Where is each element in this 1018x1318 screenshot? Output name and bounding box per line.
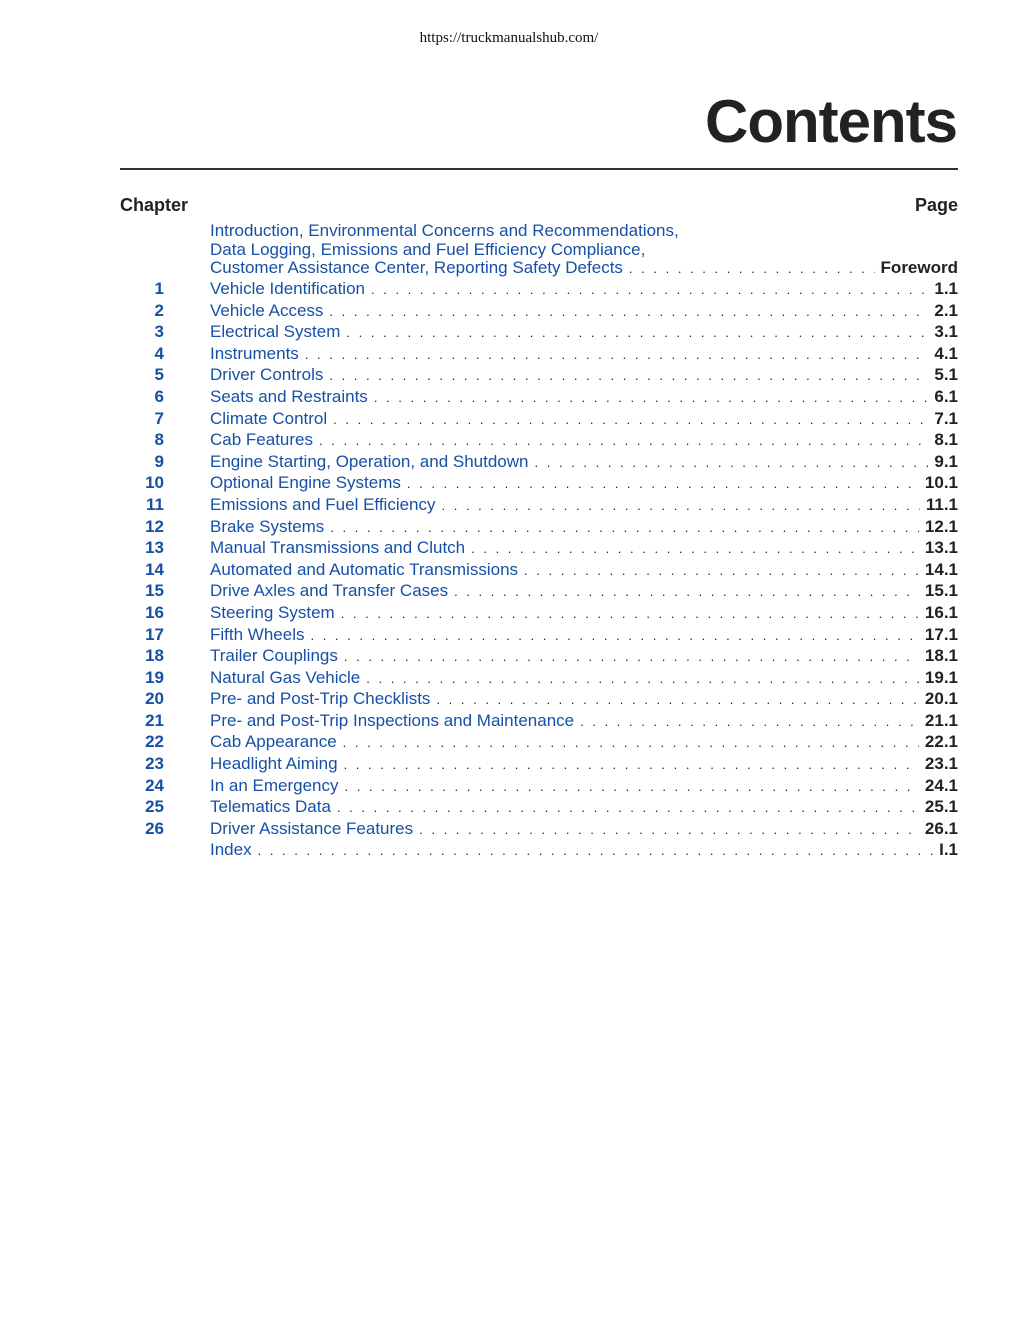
chapter-column-header: Chapter [120,195,189,215]
chapter-number[interactable]: 26 [145,818,164,838]
toc-entry[interactable] [120,603,958,625]
chapter-title-link[interactable]: Cab Features [210,430,313,450]
toc-entry[interactable] [120,560,958,582]
chapter-title-link[interactable]: Seats and Restraints [210,386,368,406]
toc-entry[interactable] [120,797,958,819]
chapter-title-link[interactable]: Cab Appearance [210,732,337,752]
chapter-number[interactable]: 6 [154,386,164,406]
page-reference: 12.1 [924,516,958,536]
toc-entry[interactable] [120,322,958,344]
page-reference: 4.1 [934,343,958,363]
title-divider [120,168,958,170]
chapter-title-link[interactable]: In an Emergency [210,775,339,795]
chapter-number[interactable]: 21 [145,710,164,730]
page-reference: 24.1 [924,775,958,795]
dot-leader [343,735,919,750]
chapter-title-link[interactable]: Drive Axles and Transfer Cases [210,581,449,601]
dot-leader [535,455,929,470]
chapter-title-link[interactable]: Emissions and Fuel Efficiency [210,494,436,514]
page-reference: 16.1 [924,602,958,622]
page-reference: 19.1 [924,667,958,687]
page-reference: 21.1 [924,710,958,730]
toc-entry[interactable] [120,409,958,431]
toc-entry[interactable] [120,495,958,517]
chapter-title-link[interactable]: Index [210,840,252,860]
table-of-contents [120,222,958,862]
chapter-number[interactable]: 14 [145,559,164,579]
page-reference: 14.1 [924,559,958,579]
dot-leader [333,412,928,427]
chapter-number[interactable]: 7 [154,408,164,428]
dot-leader [344,757,919,772]
page-reference: 17.1 [924,624,958,644]
toc-intro-entry[interactable] [120,222,958,279]
chapter-title-link[interactable]: Driver Assistance Features [210,818,414,838]
chapter-number[interactable]: 11 [146,494,164,514]
chapter-title-link[interactable]: Pre- and Post-Trip Checklists [210,689,431,709]
page-reference: 6.1 [934,386,958,406]
dot-leader [305,347,929,362]
toc-entry[interactable] [120,344,958,366]
toc-entry[interactable] [120,279,958,301]
chapter-number[interactable]: 22 [145,732,164,752]
chapter-title-link[interactable]: Instruments [210,343,299,363]
chapter-number[interactable]: 24 [145,775,164,795]
page-reference: 23.1 [924,754,958,774]
page-reference: 5.1 [934,365,958,385]
toc-entry[interactable] [120,473,958,495]
dot-leader [341,606,919,621]
chapter-title-link[interactable]: Manual Transmissions and Clutch [210,538,466,558]
page-reference: 1.1 [934,279,958,298]
chapter-number[interactable]: 8 [154,430,164,450]
dot-leader [258,843,934,858]
chapter-title-link[interactable]: Engine Starting, Operation, and Shutdown [210,451,529,471]
page-reference: 2.1 [934,300,958,320]
toc-entry[interactable] [120,517,958,539]
toc-entry[interactable] [120,754,958,776]
toc-entry[interactable] [120,819,958,841]
dot-leader [329,368,928,383]
chapter-title-link[interactable]: Brake Systems [210,516,325,536]
chapter-title-link[interactable]: Vehicle Identification [210,279,365,298]
chapter-title-link[interactable]: Electrical System [210,322,341,342]
intro-page-ref: Foreword [880,258,958,277]
chapter-title-link[interactable]: Natural Gas Vehicle [210,667,361,687]
dot-leader [419,822,919,837]
page-reference: 20.1 [924,689,958,709]
dot-leader [454,584,919,599]
dot-leader [371,282,928,297]
toc-entry[interactable] [120,776,958,798]
dot-leader [337,800,919,815]
intro-line-2[interactable]: Data Logging, Emissions and Fuel Efficiency Compliance, [210,240,646,259]
dot-leader [407,476,919,491]
page-reference: 13.1 [924,538,958,558]
page-reference: 22.1 [924,732,958,752]
chapter-number[interactable]: 25 [145,797,164,817]
chapter-number[interactable]: 18 [145,646,164,666]
toc-entry[interactable] [120,689,958,711]
intro-line-3[interactable]: Customer Assistance Center, Reporting Safety Defects [210,258,623,277]
chapter-number[interactable]: 19 [145,667,164,687]
toc-entry[interactable] [120,581,958,603]
dot-leader [319,433,928,448]
dot-leader [366,671,919,686]
chapter-number[interactable]: 10 [145,473,164,493]
dot-leader [436,692,918,707]
toc-entry[interactable] [120,732,958,754]
chapter-number[interactable]: 4 [154,343,164,363]
page-title: Contents [705,88,957,155]
chapter-number[interactable]: 20 [145,689,164,709]
toc-entry[interactable] [120,430,958,452]
page-reference: 3.1 [934,322,958,342]
dot-leader [329,304,928,319]
chapter-title-link[interactable]: Automated and Automatic Transmissions [210,559,519,579]
page-reference: 8.1 [934,430,958,450]
toc-entry[interactable] [120,625,958,647]
intro-line-3-row[interactable] [120,258,958,280]
chapter-title-link[interactable]: Fifth Wheels [210,624,305,644]
chapter-title-link[interactable]: Trailer Couplings [210,646,338,666]
chapter-title-link[interactable]: Vehicle Access [210,300,324,320]
chapter-number[interactable]: 23 [145,754,164,774]
chapter-number[interactable]: 12 [145,516,164,536]
toc-entry[interactable] [120,711,958,733]
page-reference: 11.1 [925,494,958,514]
dot-leader [330,520,919,535]
chapter-title-link[interactable]: Pre- and Post-Trip Inspections and Maintenance [210,710,575,730]
intro-line-1[interactable]: Introduction, Environmental Concerns and Recommendations, [210,221,679,240]
toc-entry[interactable] [120,840,958,862]
toc-entry[interactable] [120,365,958,387]
dot-leader [442,498,920,513]
chapter-number[interactable]: 17 [145,624,164,644]
dot-leader [310,628,918,643]
page-reference: 9.1 [934,451,958,471]
chapter-title-link[interactable]: Climate Control [210,408,328,428]
toc-entry[interactable] [120,538,958,560]
toc-entry[interactable] [120,452,958,474]
toc-entry[interactable] [120,301,958,323]
toc-entry[interactable] [120,387,958,409]
dot-leader [374,390,929,405]
dot-leader [524,563,919,578]
dot-leader [345,779,919,794]
chapter-number[interactable]: 1 [154,279,164,298]
page-reference: I.1 [939,840,958,860]
chapter-title-link[interactable]: Steering System [210,602,335,622]
chapter-title-link[interactable]: Telematics Data [210,797,331,817]
chapter-number[interactable]: 13 [145,538,164,558]
page-reference: 26.1 [924,818,958,838]
dot-leader [346,325,928,340]
chapter-title-link[interactable]: Optional Engine Systems [210,473,401,493]
chapter-number[interactable]: 15 [145,581,164,601]
chapter-title-link[interactable]: Driver Controls [210,365,324,385]
toc-entry[interactable] [120,646,958,668]
toc-entries [120,279,958,862]
chapter-title-link[interactable]: Headlight Aiming [210,754,338,774]
dot-leader [580,714,919,729]
chapter-number[interactable]: 16 [145,602,164,622]
chapter-number[interactable]: 3 [154,322,164,342]
source-url[interactable]: https://truckmanualshub.com/ [419,30,599,46]
chapter-number[interactable]: 2 [154,300,164,320]
dot-leader [471,541,919,556]
page-reference: 18.1 [924,646,958,666]
dot-leader [629,261,875,276]
page-reference: 7.1 [934,408,958,428]
chapter-number[interactable]: 5 [154,365,164,385]
page-column-header: Page [914,195,958,215]
chapter-number[interactable]: 9 [154,451,164,471]
page-reference: 15.1 [924,581,958,601]
page-reference: 25.1 [924,797,958,817]
dot-leader [344,649,919,664]
toc-entry[interactable] [120,668,958,690]
page-reference: 10.1 [924,473,958,493]
